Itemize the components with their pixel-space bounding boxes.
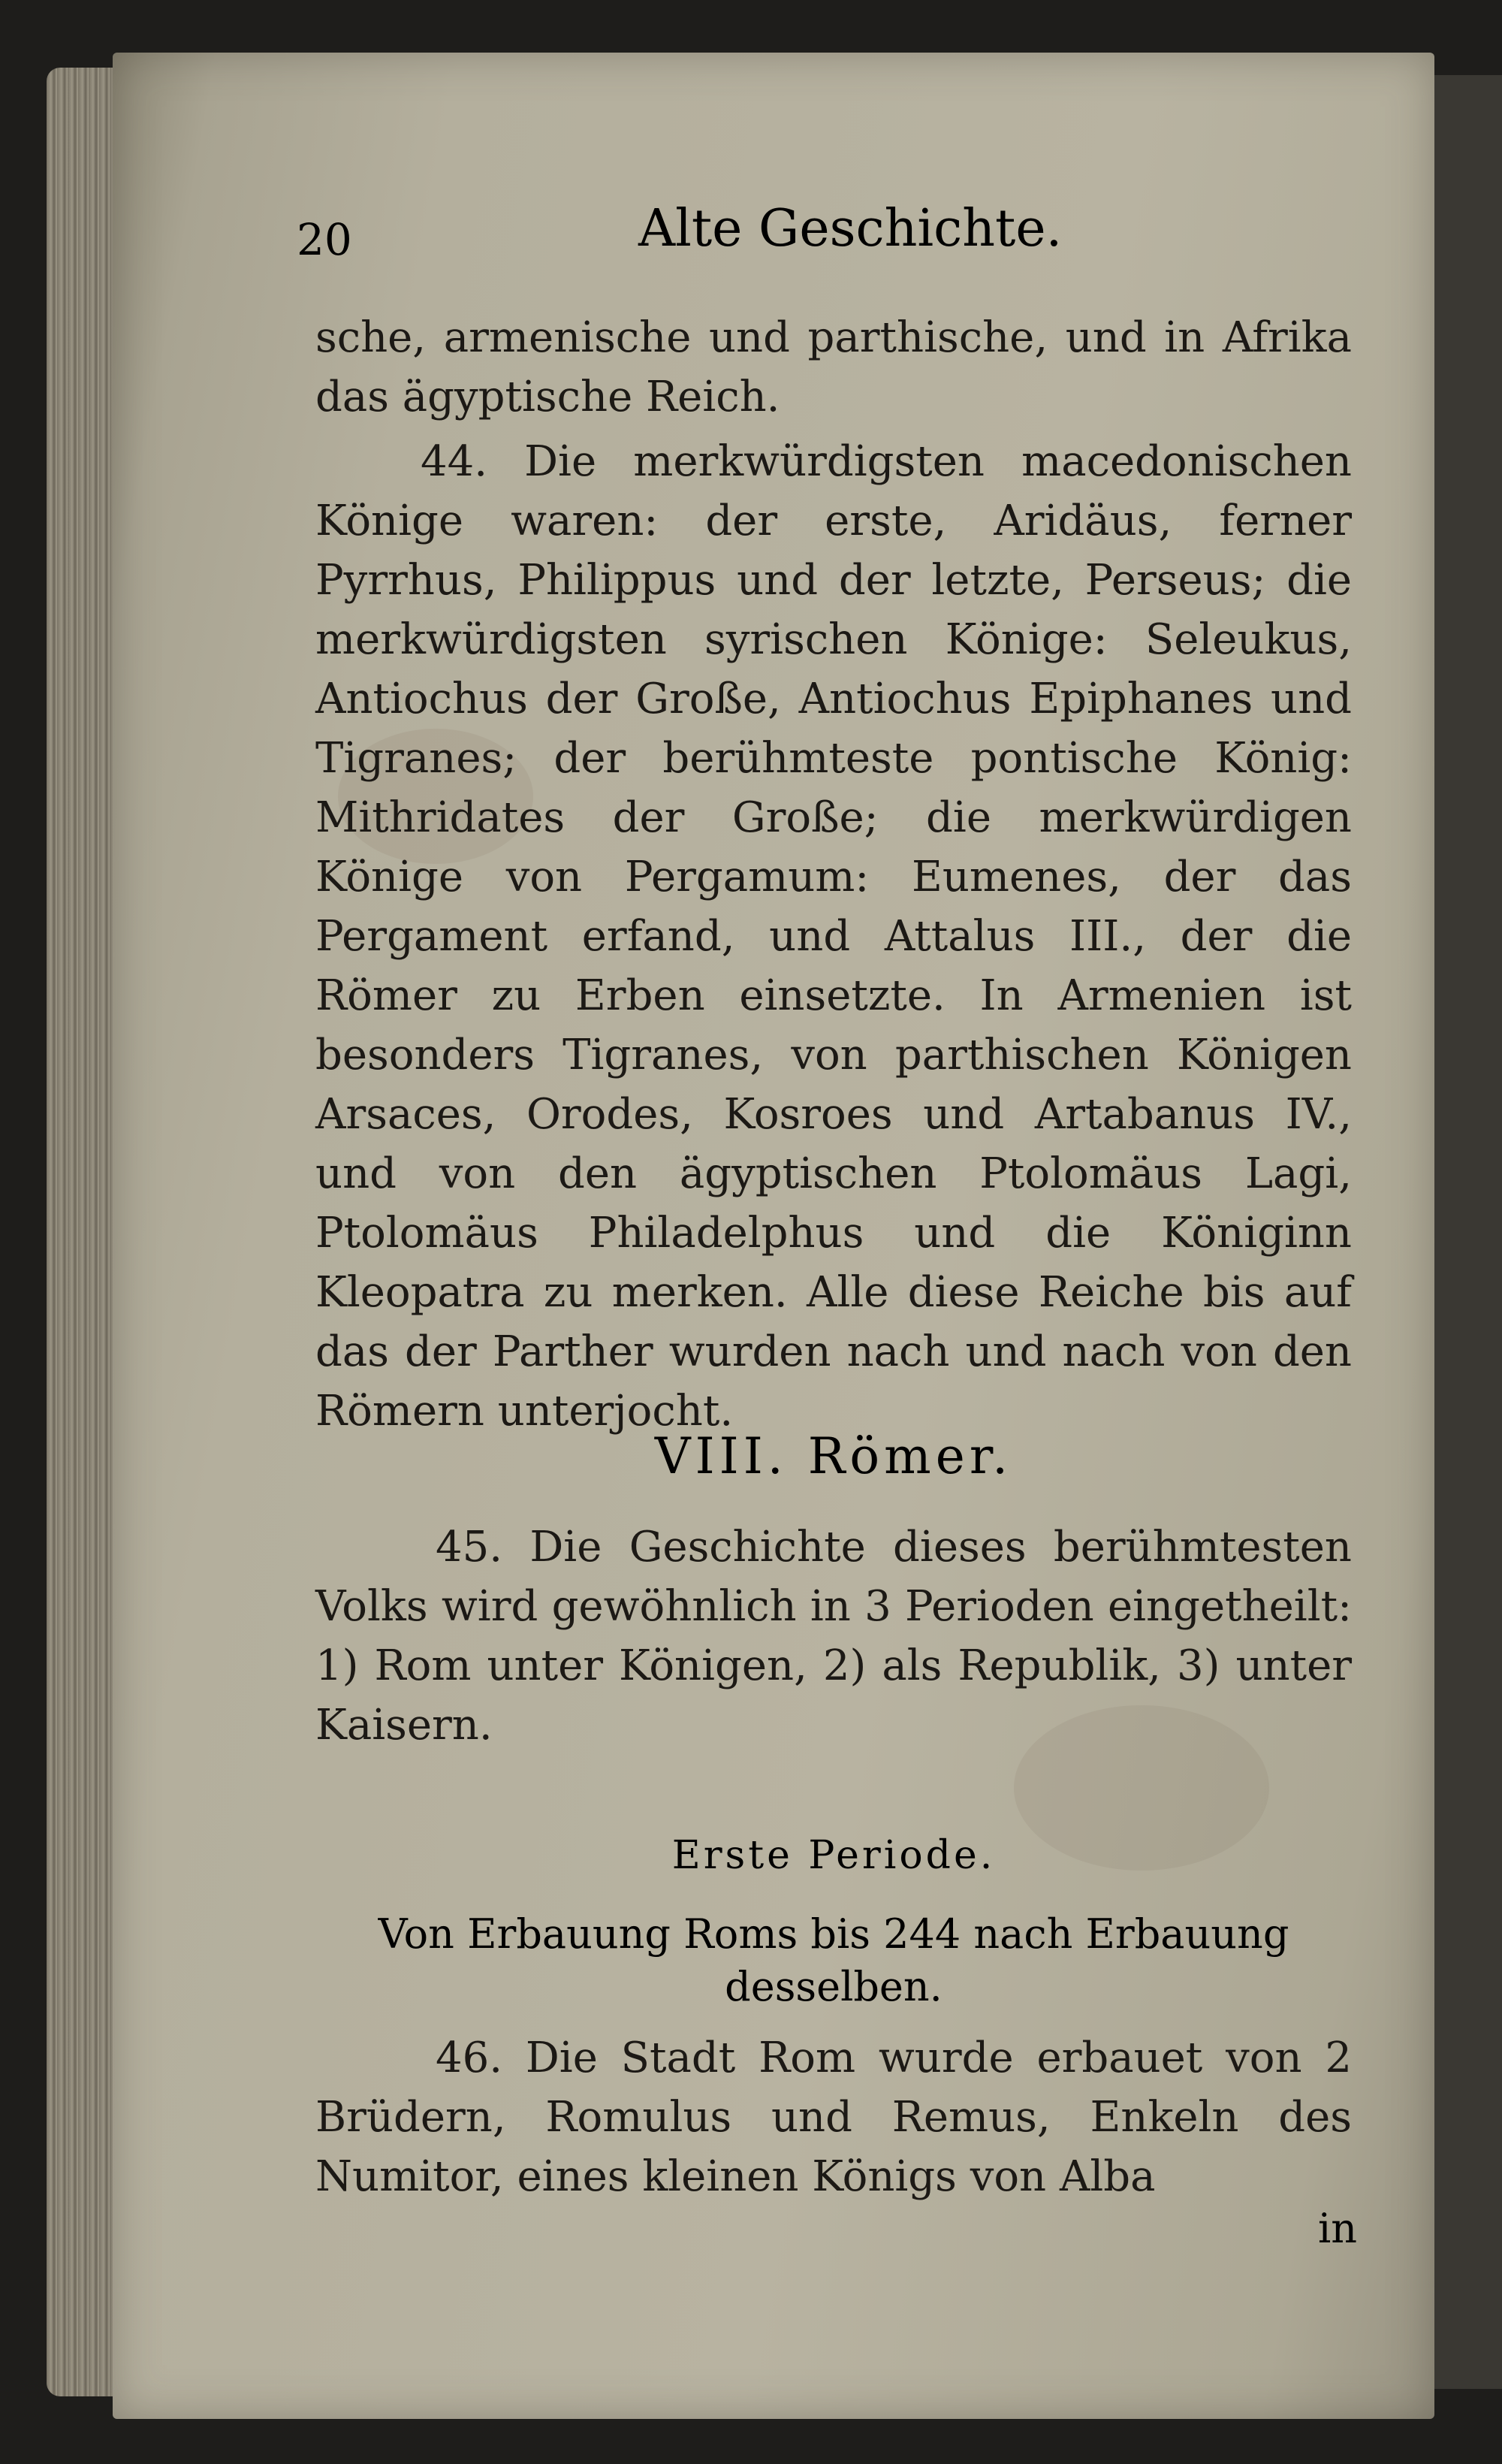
facing-page-edge xyxy=(1427,75,1502,2389)
paragraph-continuation: sche, armenische und parthische, und in Afrika das ägyptische Reich. xyxy=(315,313,1352,421)
running-title: Alte Geschichte. xyxy=(638,199,1063,258)
paragraph-45: 45. Die Geschichte dieses berühmtesten Volks wird gewöhnlich in 3 Perioden eingetheilt: 1) Rom unter Königen, 2) als Republik, 3) unter Kaisern. xyxy=(315,1523,1352,1750)
period-heading: Erste Periode. xyxy=(671,1833,996,1878)
section-heading: VIII. Römer. xyxy=(654,1427,1013,1485)
page-number: 20 xyxy=(297,214,352,265)
paragraph-46: 46. Die Stadt Rom wurde erbauet von 2 Brüdern, Romulus und Remus, Enkeln des Numitor, eines kleinen Königs von Alba xyxy=(315,2034,1352,2201)
catchword: in xyxy=(1318,2205,1358,2252)
paragraph-44: 44. Die merkwürdigsten macedonischen Könige waren: der erste, Aridäus, ferner Pyrrhus, Philippus und der letzte, Perseus; die merkwürdigsten syrischen Könige: Seleukus, Antiochus der Große, Antiochus Epiphanes und Tigranes; der berühmteste pontische König: Mithridates der Große; die merkwürdigen Könige von Pergamum: Eumenes, der das Pergament erfand, und Attalus III., der die Römer zu Erben einsetzte. In Armenien ist besonders Tigranes, von parthischen Königen Arsaces, Orodes, Kosroes und Artabanus IV., und von den ägyptischen Ptolomäus Lagi, Ptolomäus Philadelphus und die Königinn Kleopatra zu merken. Alle diese Reiche bis auf das der Parther wurden nach und nach von den Römern unterjocht. xyxy=(315,437,1352,1436)
period-subtitle: Von Erbauung Roms bis 244 nach Erbauung desselben. xyxy=(378,1910,1289,2010)
